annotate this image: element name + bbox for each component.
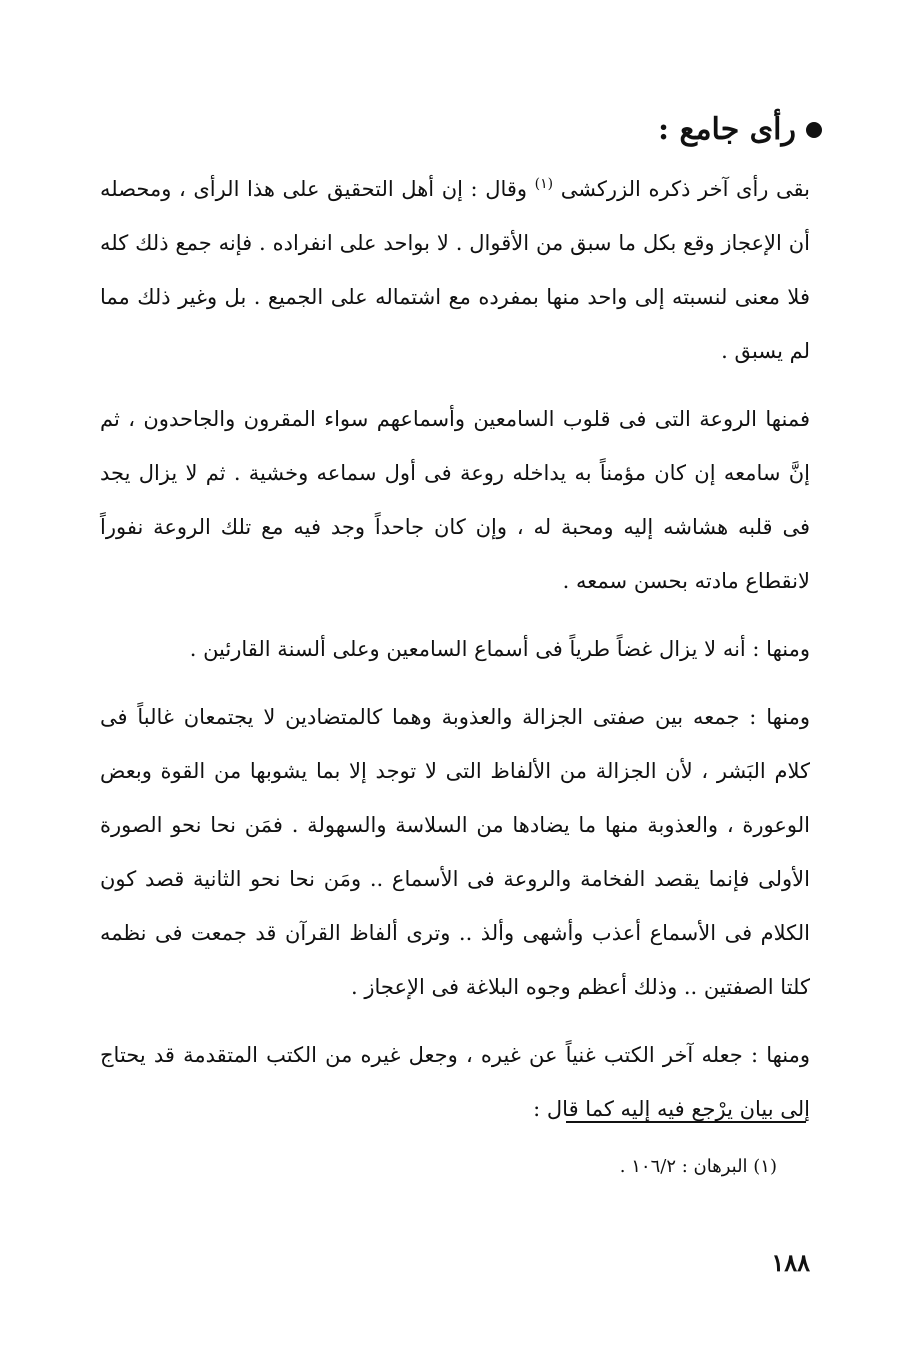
page-number: ١٨٨ (771, 1248, 810, 1277)
section-heading-text: رأى جامع : (658, 112, 796, 147)
paragraph-2: فمنها الروعة التى فى قلوب السامعين وأسماعهم سواء المقرون والجاحدون ، ثم إنَّ سامعه إن كان مؤمناً به يداخله روعة فى أول سماعه وخشية . ثم لا يزال يجد فى قلبه هشاشه إليه ومحبة له ، وإن كان جاحداً وجد فيه مع تلك الروعة نفوراً لانقطاع مادته بحسن سمعه . (100, 407, 810, 593)
paragraph-3: ومنها : أنه لا يزال غضاً طرياً فى أسماع السامعين وعلى ألسنة القارئين . (189, 637, 810, 661)
paragraph-5: ومنها : جعله آخر الكتب غنياً عن غيره ، وجعل غيره من الكتب المتقدمة قد يحتاج إلى بيان يرْجع فيه إليه كما قال : (100, 1043, 810, 1121)
paragraph-1-text-a: بقى رأى آخر ذكره الزركشى (553, 177, 810, 201)
paragraph-1-text-b: وقال : إن أهل التحقيق على هذا الرأى ، ومحصله أن الإعجاز وقع بكل ما سبق من الأقوال . لا بواحد على انفراده . فإنه جمع ذلك كله فلا معنى لنسبته إلى واحد منها بمفرده مع اشتماله على الجميع . بل وغير ذلك مما لم يسبق . (100, 177, 810, 363)
section-heading (658, 112, 822, 147)
footnote: (١) البرهان : ١٠٦/٢ . (619, 1156, 777, 1177)
footnote-reference: (١) (534, 176, 554, 192)
paragraph-4: ومنها : جمعه بين صفتى الجزالة والعذوبة وهما كالمتضادين لا يجتمعان غالباً فى كلام البَشر ، لأن الجزالة من الألفاظ التى لا توجد إلا بما يشوبها من القوة وبعض الوعورة ، والعذوبة منها ما يضادها من السلاسة والسهولة . فمَن نحا نحو الصورة الأولى فإنما يقصد الفخامة والروعة فى الأسماع .. ومَن نحا نحو الثانية قصد كون الكلام فى الأسماع أعذب وأشهى وألذ .. وترى ألفاظ القرآن قد جمعت فى نظمه كلتا الصفتين .. وذلك أعظم وجوه البلاغة فى الإعجاز . (100, 705, 810, 999)
bullet-icon (806, 122, 822, 138)
footnote-divider (566, 1121, 806, 1123)
paragraph-1 (100, 162, 810, 378)
body-text (100, 162, 810, 1150)
